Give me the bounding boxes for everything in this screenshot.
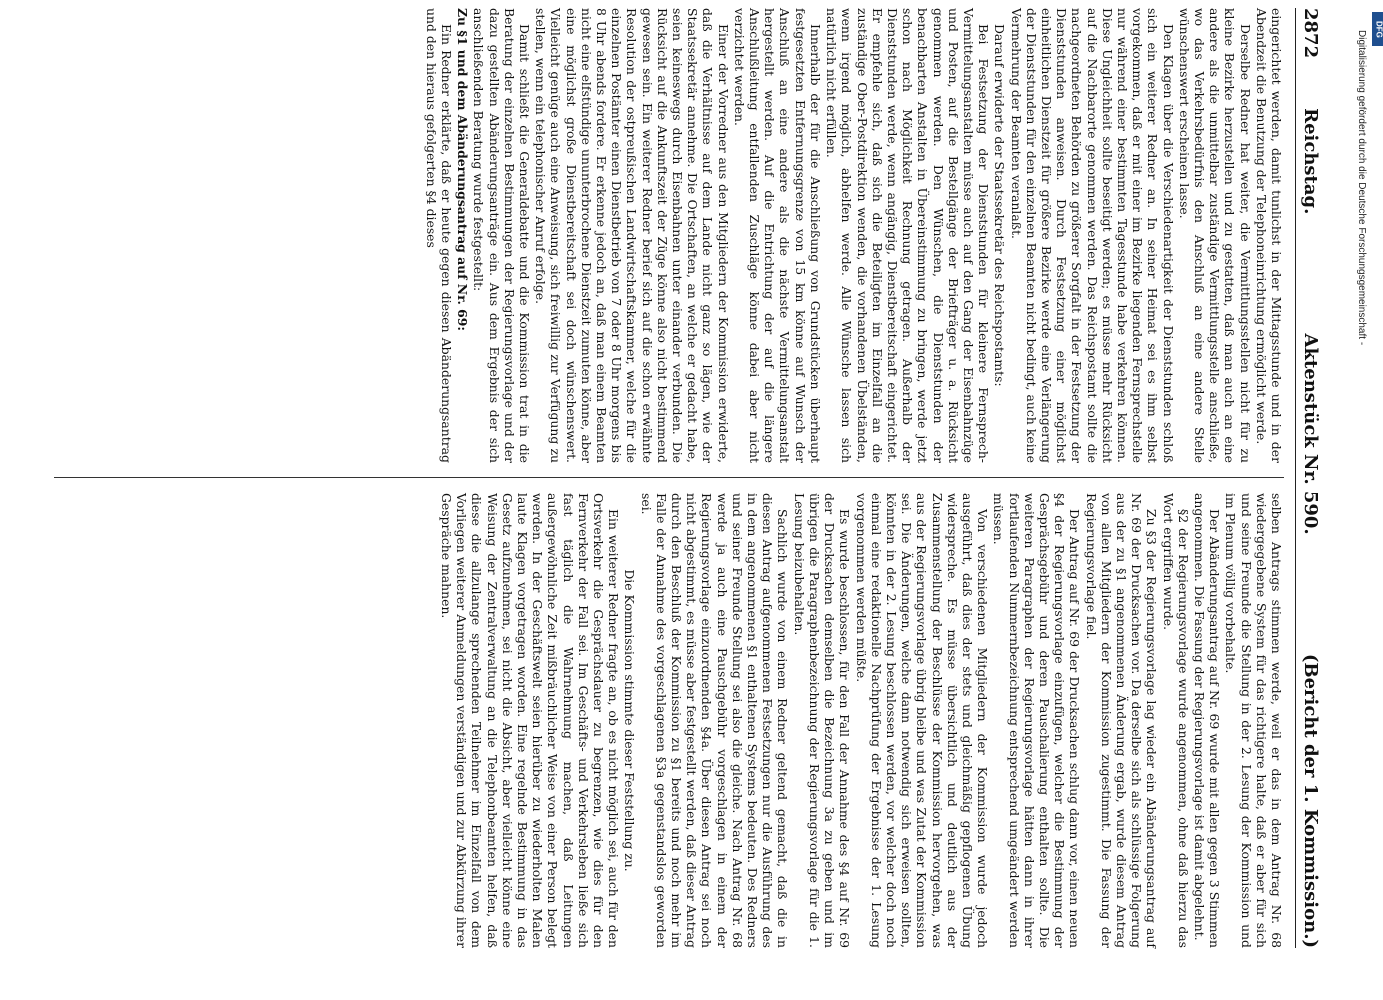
right-paragraph: Von verschiedenen Mitgliedern der Kommission wurde jedoch ausgeführt, daß dies der stets und gleichmäßig gepflogenen Übung widerspreche. Es müsse übersichtlich und deutlich aus der Zusammenstellung der Beschlüsse der Kommission hervorgehen, was aus der Regierungsvorlage übrig bleibe und was Zutat der Kommission sei. Die Änderungen, welche dann notwendig sich erweisen sollten, könnten in der 2. Lesung beschlossen werden, vor welcher doch noch einmal eine redaktionelle Nachprüfung der Ergebnisse der 1. Lesung vorgenommen werden müßte. [853, 493, 991, 948]
right-paragraph: Sachlich wurde von einem Redner geltend gemacht, daß die in diesen Antrag aufgenommenen Festsetzungen nur die Ausführung des in dem angenommenen §1 enthaltenen Systems bedeuten. Des Redners und seiner Freunde Stellung sei also die gleiche. Nach Antrag Nr. 68 werde ja auch eine Pauschgebühr vorgeschlagen in einem der Regierungsvorlage einzuordnenden §4a. Über diesen Antrag sei noch nicht abgestimmt, es müsse aber festgestellt werden, daß dieser Antrag durch den Beschluß der Kommission zu §1 bereits und noch mehr im Falle der Annahme des vorgeschlagenen §3a gegenstandslos geworden sei. [638, 493, 791, 948]
right-paragraph: Es wurde beschlossen, für den Fall der Annahme des §4 auf Nr. 69 der Drucksachen demselben die Bezeichnung 3a zu geben und im übrigen die Paragraphenbezeichnung der Regierungsvorlage für die 1. Lesung beizubehalten. [791, 493, 853, 948]
rotated-page-content [40, 8, 1340, 948]
header-center-title: Aktenstück Nr. 590. [1300, 333, 1321, 535]
right-paragraph: Zu §3 der Regierungsvorlage lag wieder ein Abänderungsantrag auf Nr. 69 der Drucksachen vor. Da derselbe sich als schlüssige Folgerung aus der zu §1 angenommenen Änderung ergab, wurde diesem Antrag von allen Mitgliedern der Kommission zugestimmt. Die Fassung der Regierungsvorlage fiel. [1083, 493, 1160, 948]
left-text-column [54, 8, 1284, 463]
right-paragraph: Ein weiterer Redner fragte an, ob es nicht möglich sei, auch für den Ortsverkehr die Gesprächsdauer zu begrenzen, wie dies für den Fernverkehr der Fall sei. Im Geschäfts- und Verkehrsleben ließe sich fast täglich die Wahrnehmung machen, daß Leitungen außergewöhnliche Zeit mißbräuchlicher Weise von einer Person belegt werden. In der Geschäftswelt seien hierüber zu wiederholten Malen laute Klagen vorgetragen worden. Eine regelnde Bestimmung in das Gesetz aufzunehmen, sei nicht die Absicht, aber vielleicht könne eine Weisung der Zentralverwaltung an die Telephonbeamten helfen, daß diese die allzulange sprechenden Teilnehmer im Einzelfall von dem Vorliegen weiterer Anmeldungen verständigen und zur Abkürzung ihrer Gespräche mahnen. [439, 493, 622, 948]
page-number: 2872 [1300, 8, 1321, 59]
right-paragraph: Die Kommission stimmte dieser Feststellung zu. [622, 569, 638, 872]
right-paragraph: selben Antrags stimmen werde, weil er das in dem Antrag Nr. 68 wiedergegebene System für das richtigere halte, daß er aber für sich und seine Freunde die Stellung in der 2. Lesung der Kommission und im Plenum völlig vorbehalte. [1223, 493, 1284, 948]
right-paragraph: §2 der Regierungsvorlage wurde angenommen, ohne daß hierzu das Wort ergriffen wurde. [1160, 493, 1191, 948]
header-left-title: Reichstag. [1300, 108, 1321, 215]
page-header [1300, 8, 1340, 948]
right-text-column [54, 493, 1284, 948]
column-divider [54, 477, 1284, 478]
left-paragraph: eingerichtet werden, damit tunlichst in der Mittagsstunde und in der Abendzeit die Benutzung der Telephoneinrichtung ermöglicht werde. [1253, 8, 1284, 463]
left-paragraph: Einer der Vorredner aus den Mitgliedern der Kommission erwiderte, daß die Verhältnisse auf dem Lande nicht ganz so lägen, wie der Staatssekretär annehme. Die Ortschaften, an welche er gedacht habe, seien keineswegs durch Eisenbahnen unter einander verbunden. Die Rücksicht auf die Ankunftszeit der Züge könne also nicht bestimmend gewesen sein. Ein weiterer Redner berief sich auf die schon erwähnte Resolution der ostpreußischen Landwirtschaftskammer, welche für die einzelnen Postämter einen Dienstbetrieb von 7 oder 8 Uhr morgens bis 8 Uhr abends fordere. Er erkenne jedoch an, daß man einem Beamten nicht eine elfstündige ununterbrochene Dienstzeit zumuten könne, aber eine möglichst große Dienstbereitschaft sei doch wünschenswert. Vielleicht genüge auch eine Anweisung, sich freiwillig zur Verfügung zu stellen, wenn ein telephonischer Anruf erfolge. [533, 8, 731, 463]
left-paragraph: Den Klagen über die Verschiedenartigkeit der Dienststunden schloß sich ein weiterer Redner an. In seiner Heimat sei es ihm selbst vorgekommen, daß er mit einer im Bezirke liegenden Fernsprechstelle nur während einer bestimmten Tagesstunde habe verkehren können. Diese Ungleichheit sollte beseitigt werden; es müsse mehr Rücksicht auf die Nachbarorte genommen werden. Das Reichspostamt sollte die nachgeordneten Behörden zu größerer Sorgfalt in der Festsetzung der Dienststunden anweisen. Durch Festsetzung einer möglichst einheitlichen Dienstzeit für größere Bezirke werde eine Verlängerung der Dienststunden für den einzelnen Beamten nicht bedingt, auch keine Vermehrung der Beamten veranlaßt. [1008, 8, 1176, 463]
left-paragraph: Bei Festsetzung der Dienststunden für kleinere Fernsprech-Vermittelungsanstalten müsse auch auf den Gang der Eisenbahnzüge und Posten, auf die Bestellgänge der Briefträger u. a. Rücksicht genommen werden. Den Wünschen, die Dienststunden der benachbarten Anstalten in Übereinstimmung zu bringen, werde jetzt schon nach Möglichkeit Rechnung getragen. Außerhalb der Dienststunden werde, wenn angängig, Dienstbereitschaft eingerichtet. Er empfehle sich, daß sich die Beteiligten im Einzelfall an die zuständige Ober-Postdirektion wenden, die vorhandenen Übelständen, wenn irgend möglich, abhelfen werde. Alle Wünsche lassen sich natürlich nicht erfüllen. [824, 8, 992, 463]
left-paragraph: Innerhalb der für die Anschließung von Grundstücken überhaupt festgesetzten Entfernungsgrenze von 15 km könne auf Wunsch der Anschluß an eine andere als die nächste Vermittelungsanstalt hergestellt werden. Auf die Entrichtung der auf die längere Anschlußleitung entfallenden Zuschläge könne dabei aber nicht verzichtet werden. [731, 8, 823, 463]
right-paragraph: Der Abänderungsantrag auf Nr. 69 wurde mit allen gegen 3 Stimmen angenommen. Die Fassung der Regierungsvorlage ist damit abgelehnt. [1191, 493, 1223, 948]
left-paragraph: Derselbe Redner hat weiter, die Vermittlungsstellen nicht für zu kleine Bezirke herzustellen und zu gestatten, daß man auch an eine andere als die unmittelbar zuständige Vermittlungsstelle anschließe, wo das Verkehrsbedürfnis den Anschluß an eine andere Stelle wünschenswert erscheinen lasse. [1176, 8, 1253, 463]
right-paragraph: Der Antrag auf Nr. 69 der Drucksachen schlug dann vor, einen neuen §4 der Regierungsvorlage einzufügen, welcher die Bestimmung der Gesprächsgebühr und deren Pauschalierung enthalten sollte. Die weiteren Paragraphen der Regierungsvorlage hätten dann in ihrer fortlaufenden Nummernbezeichnung entsprechend umgeändert werden müssen. [991, 493, 1083, 948]
header-rule [1295, 8, 1296, 948]
left-paragraph: Ein Redner erklärte, daß er heute gegen diesen Abänderungsantrag und den hieraus gefolgerten §4 dieses [423, 8, 455, 463]
left-paragraph: Damit schließt die Generaldebatte und die Kommission trat in die Beratung der einzelnen Bestimmungen der Regierungsvorlage und der dazu gestellten Abänderungsanträge ein. Aus dem Ergebnis der sich anschließenden Beratung wurde festgestellt: [471, 8, 533, 463]
left-paragraph: Darauf erwiderte der Staatssekretär des Reichspostamts: [992, 24, 1008, 387]
digitization-note: Digitalisierung gefördert durch die Deutsche Forschungsgemeinschaft - [1356, 30, 1367, 346]
dfg-logo: DFG [1372, 12, 1383, 46]
left-paragraph: Zu §1 und dem Abänderungsantrag auf Nr. 69: [455, 8, 471, 331]
header-right-title: (Bericht der 1. Kommission.) [1300, 653, 1321, 948]
